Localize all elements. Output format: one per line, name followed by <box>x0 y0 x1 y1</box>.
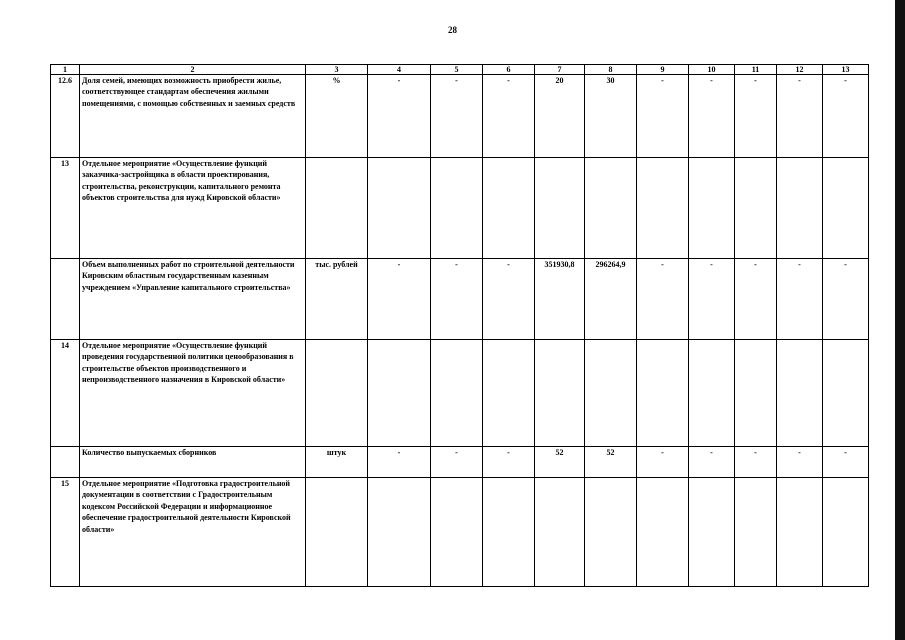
value-cell <box>585 478 637 587</box>
row-number-cell <box>51 259 80 340</box>
header-cell: 8 <box>585 65 637 75</box>
value-cell <box>368 478 431 587</box>
value-cell: - <box>483 447 535 478</box>
value-cell: - <box>368 259 431 340</box>
value-cell <box>535 158 585 259</box>
value-cell: - <box>689 75 735 158</box>
table-row <box>51 259 869 340</box>
value-cell <box>535 340 585 447</box>
value-cell: - <box>823 75 869 158</box>
value-cell <box>585 340 637 447</box>
value-cell <box>637 478 689 587</box>
value-cell <box>431 478 483 587</box>
value-cell <box>483 478 535 587</box>
value-cell <box>823 478 869 587</box>
header-cell: 3 <box>306 65 368 75</box>
header-cell: 4 <box>368 65 431 75</box>
row-number-cell: 14 <box>51 340 80 447</box>
table-row <box>51 447 869 478</box>
indicator-name-cell: Отдельное мероприятие «Осуществление функций проведения государственной политики ценообразования в строительстве объектов производственного и непроизводственного назначения в Кировской области» <box>80 340 306 447</box>
value-cell: 351930,8 <box>535 259 585 340</box>
header-cell: 11 <box>735 65 777 75</box>
table-header-row <box>51 65 869 75</box>
value-cell <box>777 158 823 259</box>
value-cell: - <box>735 75 777 158</box>
unit-cell: штук <box>306 447 368 478</box>
header-cell: 9 <box>637 65 689 75</box>
table-row <box>51 75 869 158</box>
indicator-name-cell: Доля семей, имеющих возможность приобрести жилье, соответствующее стандартам обеспечения жилыми помещениями, с помощью собственных и заемных средств <box>80 75 306 158</box>
indicator-name-cell: Объем выполненных работ по строительной деятельности Кировским областным государственным казенным учреждением «Управление капитального строительства» <box>80 259 306 340</box>
value-cell: - <box>637 259 689 340</box>
value-cell: - <box>777 259 823 340</box>
value-cell <box>483 340 535 447</box>
indicator-name-cell: Отдельное мероприятие «Подготовка градостроительной документации в соответствии с Градостроительным кодексом Российской Федерации и информационное обеспечение градостроительной деятельности Кировской области» <box>80 478 306 587</box>
header-cell: 7 <box>535 65 585 75</box>
value-cell: - <box>368 447 431 478</box>
row-number-cell: 13 <box>51 158 80 259</box>
value-cell: 52 <box>535 447 585 478</box>
value-cell: - <box>483 259 535 340</box>
value-cell <box>431 158 483 259</box>
scan-edge-bar <box>895 0 905 640</box>
row-number-cell: 15 <box>51 478 80 587</box>
value-cell <box>689 478 735 587</box>
page-number: 28 <box>448 25 457 35</box>
value-cell: - <box>431 75 483 158</box>
value-cell <box>689 340 735 447</box>
value-cell: - <box>823 259 869 340</box>
value-cell: - <box>823 447 869 478</box>
value-cell: - <box>777 75 823 158</box>
value-cell: 30 <box>585 75 637 158</box>
unit-cell: тыс. рублей <box>306 259 368 340</box>
header-cell: 2 <box>80 65 306 75</box>
value-cell: - <box>637 447 689 478</box>
value-cell: - <box>368 75 431 158</box>
value-cell <box>535 478 585 587</box>
indicators-table <box>50 64 869 587</box>
header-cell: 5 <box>431 65 483 75</box>
value-cell: - <box>431 447 483 478</box>
value-cell <box>585 158 637 259</box>
value-cell <box>735 158 777 259</box>
value-cell <box>777 478 823 587</box>
value-cell: 20 <box>535 75 585 158</box>
value-cell <box>735 478 777 587</box>
row-number-cell <box>51 447 80 478</box>
value-cell: - <box>689 259 735 340</box>
table-row <box>51 340 869 447</box>
indicator-name-cell: Количество выпускаемых сборников <box>80 447 306 478</box>
value-cell <box>777 340 823 447</box>
value-cell: 52 <box>585 447 637 478</box>
unit-cell <box>306 158 368 259</box>
value-cell <box>368 340 431 447</box>
value-cell <box>637 158 689 259</box>
header-cell: 12 <box>777 65 823 75</box>
table-row <box>51 158 869 259</box>
value-cell <box>637 340 689 447</box>
unit-cell <box>306 478 368 587</box>
value-cell <box>823 158 869 259</box>
value-cell: - <box>735 447 777 478</box>
value-cell: - <box>777 447 823 478</box>
indicator-name-cell: Отдельное мероприятие «Осуществление функций заказчика-застройщика в области проектирования, строительства, реконструкции, капитального ремонта объектов строительства для нужд Кировской области» <box>80 158 306 259</box>
value-cell <box>735 340 777 447</box>
value-cell: - <box>735 259 777 340</box>
header-cell: 6 <box>483 65 535 75</box>
row-number-cell: 12.6 <box>51 75 80 158</box>
value-cell: - <box>483 75 535 158</box>
value-cell: 296264,9 <box>585 259 637 340</box>
value-cell: - <box>637 75 689 158</box>
value-cell <box>823 340 869 447</box>
value-cell <box>431 340 483 447</box>
value-cell <box>368 158 431 259</box>
value-cell: - <box>431 259 483 340</box>
header-cell: 10 <box>689 65 735 75</box>
table-row <box>51 478 869 587</box>
header-cell: 13 <box>823 65 869 75</box>
value-cell <box>689 158 735 259</box>
unit-cell <box>306 340 368 447</box>
value-cell <box>483 158 535 259</box>
unit-cell: % <box>306 75 368 158</box>
value-cell: - <box>689 447 735 478</box>
header-cell: 1 <box>51 65 80 75</box>
